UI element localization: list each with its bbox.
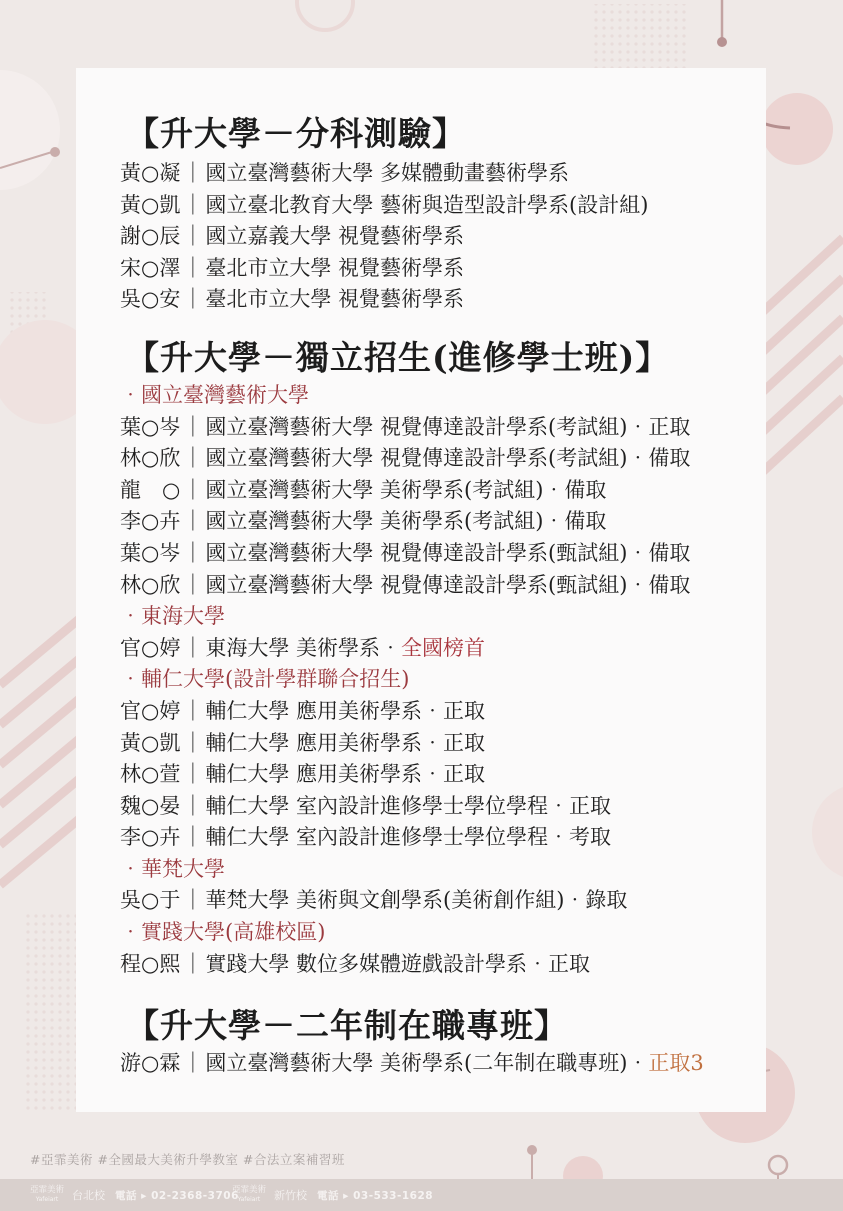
admission-detail: 國立臺灣藝術大學 視覺傳達設計學系(考試組)‧備取 <box>205 446 691 471</box>
list-item <box>120 253 760 285</box>
student-name: 官○婷 <box>120 698 181 723</box>
separator: ｜ <box>182 509 204 534</box>
list-item <box>120 1048 760 1080</box>
list-item <box>120 412 760 444</box>
admission-detail: 輔仁大學 應用美術學系‧正取 <box>205 698 486 723</box>
student-name: 官○婷 <box>120 635 181 660</box>
separator: ｜ <box>182 192 204 217</box>
footer-taipei <box>30 1179 239 1211</box>
student-name: 宋○澤 <box>120 255 181 280</box>
student-name: 吳○安 <box>120 287 181 312</box>
footer-bar <box>0 1179 843 1211</box>
separator: ｜ <box>182 224 204 249</box>
separator: ｜ <box>182 255 204 280</box>
list-item <box>120 570 760 602</box>
admission-detail: 國立臺灣藝術大學 美術學系(考試組)‧備取 <box>205 509 607 534</box>
list-item <box>120 728 760 760</box>
brand-logo: 亞霏美術 Yafeiart <box>30 1185 65 1203</box>
list-item <box>120 221 760 253</box>
admission-detail: 東海大學 美術學系‧ <box>205 635 402 660</box>
school-hsinchu: 新竹校 <box>274 1189 308 1202</box>
list-item <box>120 633 760 665</box>
list-item <box>120 475 760 507</box>
school-taipei: 台北校 <box>72 1189 106 1202</box>
separator: ｜ <box>182 793 204 818</box>
student-name: 黃○凱 <box>120 192 181 217</box>
separator: ｜ <box>182 635 204 660</box>
admission-detail: 實踐大學 數位多媒體遊戲設計學系‧正取 <box>205 951 591 976</box>
admission-detail: 輔仁大學 應用美術學系‧正取 <box>205 730 486 755</box>
separator: ｜ <box>182 825 204 850</box>
student-name: 李○卉 <box>120 825 181 850</box>
student-name: 魏○晏 <box>120 793 181 818</box>
admission-detail: 國立臺灣藝術大學 視覺傳達設計學系(甄試組)‧備取 <box>205 540 691 565</box>
student-name: 龍 ○ <box>120 477 181 502</box>
results-list <box>120 112 760 1080</box>
admission-detail: 臺北市立大學 視覺藝術學系 <box>205 287 465 312</box>
student-name: 游○霖 <box>120 1051 181 1076</box>
school-subheading: ‧東海大學 <box>120 604 225 629</box>
admission-detail: 臺北市立大學 視覺藝術學系 <box>205 255 465 280</box>
list-item <box>120 158 760 190</box>
student-name: 黃○凝 <box>120 161 181 185</box>
admission-detail: 輔仁大學 應用美術學系‧正取 <box>205 762 486 787</box>
separator: ｜ <box>182 951 204 976</box>
separator: ｜ <box>182 446 204 471</box>
list-item <box>120 949 760 981</box>
admission-detail: 國立臺北教育大學 藝術與造型設計學系(設計組) <box>205 192 649 217</box>
student-name: 黃○凱 <box>120 730 181 755</box>
admission-detail: 輔仁大學 室內設計進修學士學位學程‧考取 <box>205 825 612 850</box>
list-item <box>120 506 760 538</box>
student-name: 葉○岑 <box>120 540 181 565</box>
section-heading: 【升大學－獨立招生(進修學士班)】 <box>126 337 670 377</box>
separator: ｜ <box>182 572 204 597</box>
phone-taipei: 電話 ▸ 02-2368-3706 <box>115 1189 239 1202</box>
phone-hsinchu: 電話 ▸ 03-533-1628 <box>317 1189 434 1202</box>
admission-detail: 國立嘉義大學 視覺藝術學系 <box>205 224 465 249</box>
list-item <box>120 791 760 823</box>
student-name: 林○萱 <box>120 762 181 787</box>
student-name: 程○熙 <box>120 951 181 976</box>
separator: ｜ <box>182 161 204 185</box>
list-item <box>120 190 760 222</box>
admission-detail: 國立臺灣藝術大學 多媒體動畫藝術學系 <box>205 161 570 185</box>
list-item <box>120 538 760 570</box>
admission-detail: 國立臺灣藝術大學 美術學系(二年制在職專班)‧ <box>205 1051 649 1076</box>
admission-detail: 華梵大學 美術與文創學系(美術創作組)‧錄取 <box>205 888 628 913</box>
list-item <box>120 696 760 728</box>
footer-hsinchu <box>232 1179 433 1211</box>
list-item <box>120 759 760 791</box>
section-heading: 【升大學－二年制在職專班】 <box>126 1006 568 1046</box>
list-item <box>120 284 760 316</box>
separator: ｜ <box>182 414 204 439</box>
highlight-text: 正取3 <box>648 1051 704 1076</box>
admission-detail: 國立臺灣藝術大學 美術學系(考試組)‧備取 <box>205 477 607 502</box>
separator: ｜ <box>182 762 204 787</box>
list-item <box>120 885 760 917</box>
school-subheading: ‧輔仁大學(設計學群聯合招生) <box>120 667 410 692</box>
school-subheading: ‧華梵大學 <box>120 856 225 881</box>
separator: ｜ <box>182 287 204 312</box>
separator: ｜ <box>182 698 204 723</box>
student-name: 吳○于 <box>120 888 181 913</box>
admission-detail: 輔仁大學 室內設計進修學士學位學程‧正取 <box>205 793 612 818</box>
student-name: 葉○岑 <box>120 414 181 439</box>
student-name: 林○欣 <box>120 446 181 471</box>
separator: ｜ <box>182 1051 204 1076</box>
admission-detail: 國立臺灣藝術大學 視覺傳達設計學系(甄試組)‧備取 <box>205 572 691 597</box>
student-name: 林○欣 <box>120 572 181 597</box>
separator: ｜ <box>182 477 204 502</box>
school-subheading: ‧實踐大學(高雄校區) <box>120 920 326 945</box>
section-heading: 【升大學－分科測驗】 <box>126 114 466 153</box>
highlight-text: 全國榜首 <box>401 635 486 660</box>
separator: ｜ <box>182 540 204 565</box>
school-subheading: ‧國立臺灣藝術大學 <box>120 382 309 407</box>
hashtag-line: #亞霏美術 #全國最大美術升學教室 #合法立案補習班 <box>30 1152 345 1167</box>
separator: ｜ <box>182 888 204 913</box>
student-name: 李○卉 <box>120 509 181 534</box>
list-item <box>120 822 760 854</box>
brand-logo: 亞霏美術 Yafeiart <box>232 1185 267 1203</box>
student-name: 謝○辰 <box>120 224 181 249</box>
admission-detail: 國立臺灣藝術大學 視覺傳達設計學系(考試組)‧正取 <box>205 414 691 439</box>
separator: ｜ <box>182 730 204 755</box>
list-item <box>120 443 760 475</box>
